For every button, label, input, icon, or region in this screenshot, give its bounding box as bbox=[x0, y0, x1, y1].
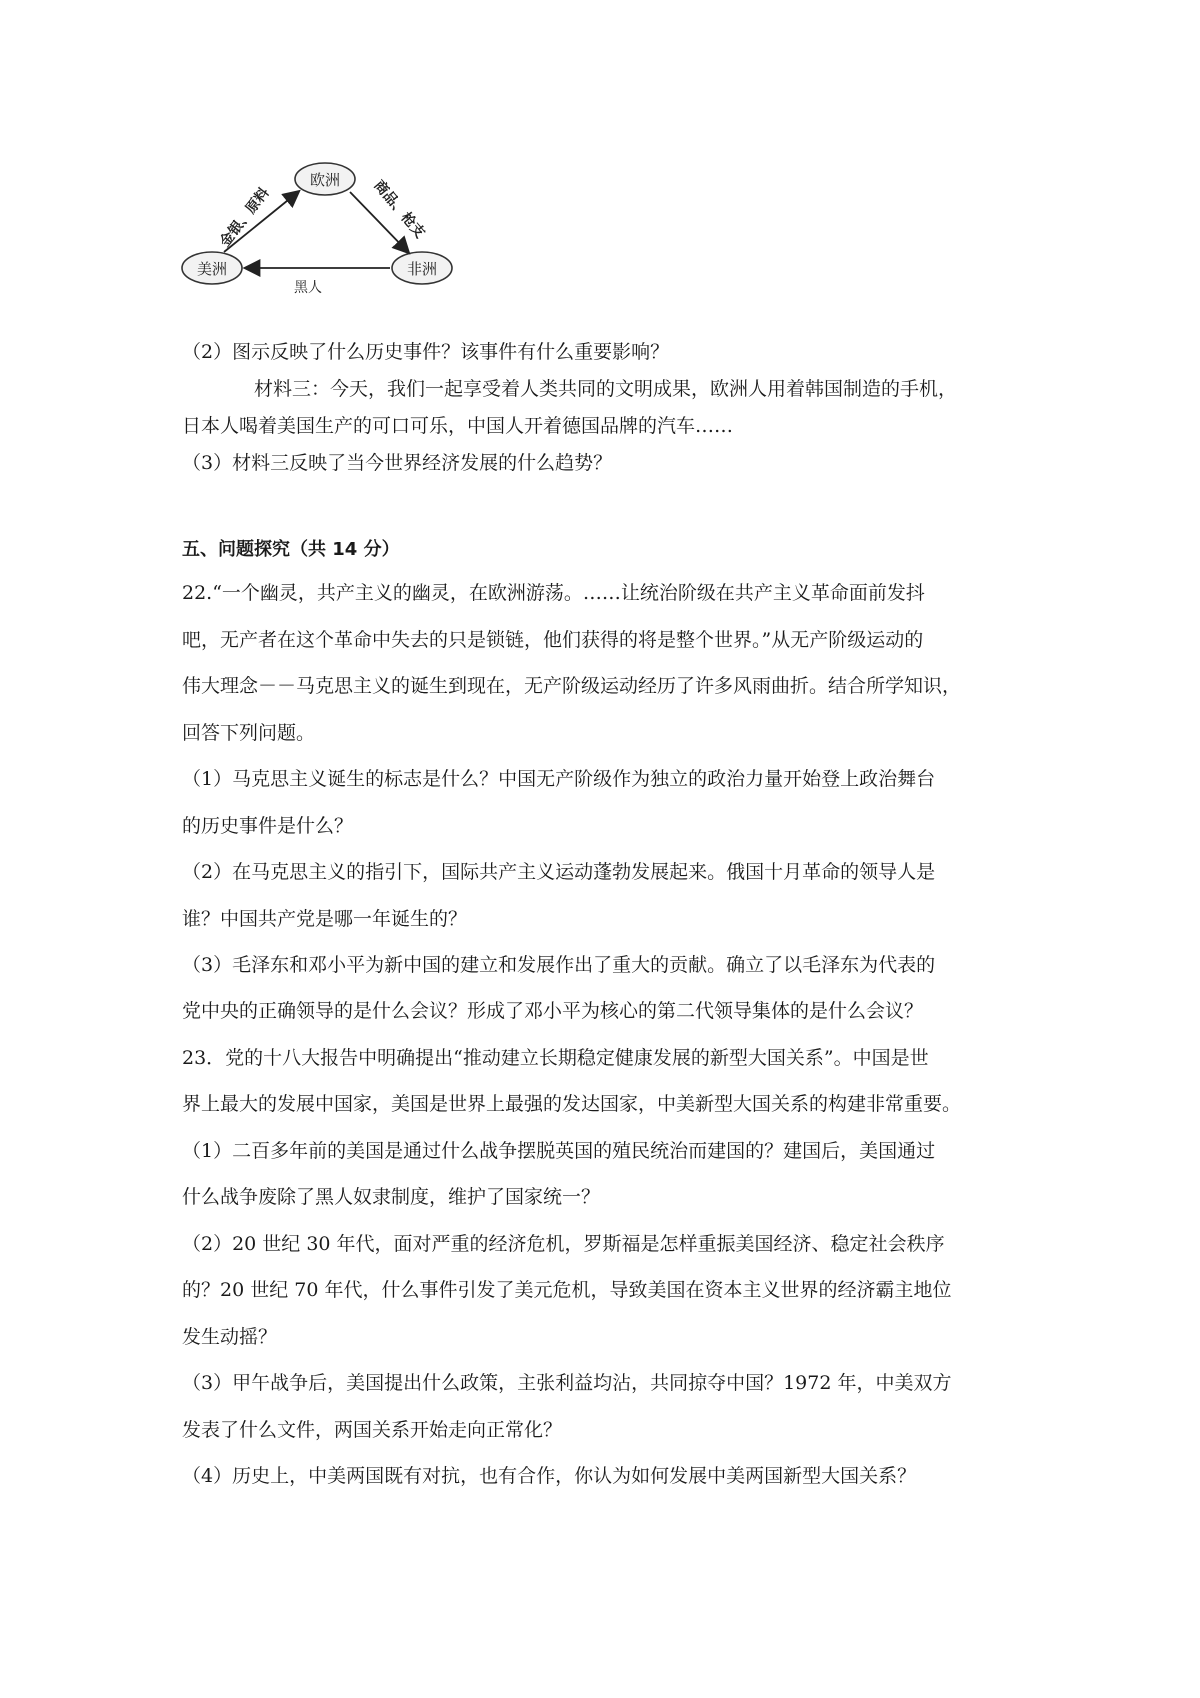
question-22-line-4: 回答下列问题。 bbox=[182, 722, 316, 744]
question-23-4: （4）历史上，中美两国既有对抗，也有合作，你认为如何发展中美两国新型大国关系？ bbox=[182, 1465, 917, 1487]
edge-label-goods-guns: 商品、枪支 bbox=[370, 177, 428, 242]
question-23-line-2: 界上最大的发展中国家，美国是世界上最强的发达国家，中美新型大国关系的构建非常重要。 bbox=[182, 1093, 962, 1115]
node-africa-label: 非洲 bbox=[406, 260, 438, 278]
question-23-3-line-1: （3）甲午战争后，美国提出什么政策，主张利益均沾，共同掠夺中国？1972 年，中美双方 bbox=[182, 1372, 952, 1394]
question-22-1-line-2: 的历史事件是什么？ bbox=[182, 815, 354, 837]
node-america-label: 美洲 bbox=[196, 260, 228, 278]
node-europe-label: 欧洲 bbox=[309, 171, 341, 189]
question-23-2-line-3: 发生动摇？ bbox=[182, 1326, 278, 1348]
triangle-trade-diagram bbox=[180, 162, 480, 324]
question-22-line-3: 伟大理念－－马克思主义的诞生到现在，无产阶级运动经历了许多风雨曲折。结合所学知识， bbox=[182, 675, 962, 697]
material-three-line-1: 材料三：今天，我们一起享受着人类共同的文明成果，欧洲人用着韩国制造的手机， bbox=[254, 378, 958, 400]
question-22-1-line-1: （1）马克思主义诞生的标志是什么？中国无产阶级作为独立的政治力量开始登上政治舞台 bbox=[182, 768, 936, 790]
question-22-3-line-1: （3）毛泽东和邓小平为新中国的建立和发展作出了重大的贡献。确立了以毛泽东为代表的 bbox=[182, 954, 936, 976]
question-21-3: （3）材料三反映了当今世界经济发展的什么趋势？ bbox=[182, 452, 613, 474]
question-22-line-2: 吧，无产者在这个革命中失去的只是锁链，他们获得的将是整个世界。”从无产阶级运动的 bbox=[182, 629, 924, 651]
section-five-heading: 五、问题探究（共 14 分） bbox=[182, 539, 400, 560]
question-23-line-1: 23．党的十八大报告中明确提出“推动建立长期稳定健康发展的新型大国关系”。中国是世 bbox=[182, 1047, 929, 1069]
edge-label-black-people: 黑人 bbox=[294, 280, 322, 296]
question-23-1-line-2: 什么战争废除了黑人奴隶制度，维护了国家统一？ bbox=[182, 1186, 601, 1208]
question-23-3-line-2: 发表了什么文件，两国关系开始走向正常化？ bbox=[182, 1419, 563, 1441]
question-22-line-1: 22.“一个幽灵，共产主义的幽灵，在欧洲游荡。……让统治阶级在共产主义革命面前发抖 bbox=[182, 582, 925, 604]
question-23-2-line-2: 的？20 世纪 70 年代，什么事件引发了美元危机，导致美国在资本主义世界的经济霸主地位 bbox=[182, 1279, 952, 1301]
question-21-2: （2）图示反映了什么历史事件？该事件有什么重要影响？ bbox=[182, 341, 670, 363]
question-22-3-line-2: 党中央的正确领导的是什么会议？形成了邓小平为核心的第二代领导集体的是什么会议？ bbox=[182, 1000, 924, 1022]
question-22-2-line-2: 谁？中国共产党是哪一年诞生的？ bbox=[182, 908, 468, 930]
question-22-2-line-1: （2）在马克思主义的指引下，国际共产主义运动蓬勃发展起来。俄国十月革命的领导人是 bbox=[182, 861, 936, 883]
material-three-line-2: 日本人喝着美国生产的可口可乐，中国人开着德国品牌的汽车…… bbox=[182, 415, 734, 437]
question-23-1-line-1: （1）二百多年前的美国是通过什么战争摆脱英国的殖民统治而建国的？建国后，美国通过 bbox=[182, 1140, 936, 1162]
edge-label-gold-materials: 金银、原料 bbox=[216, 185, 273, 251]
question-23-2-line-1: （2）20 世纪 30 年代，面对严重的经济危机，罗斯福是怎样重振美国经济、稳定社会秩序 bbox=[182, 1233, 945, 1255]
